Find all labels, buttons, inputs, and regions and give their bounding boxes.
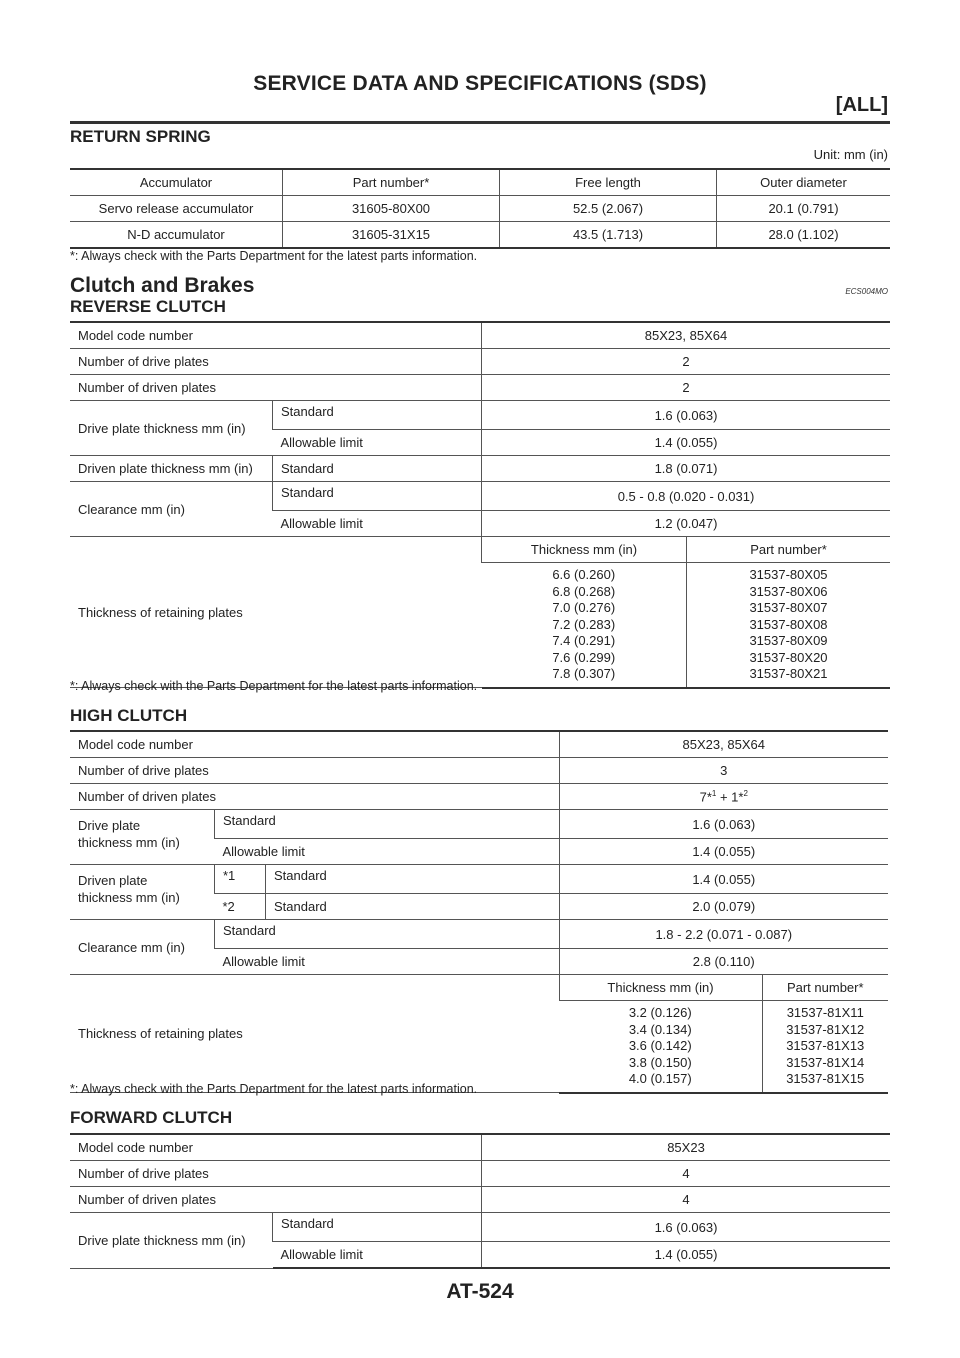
part-number-list: 31537-80X05 31537-80X06 31537-80X07 31537-80X08 31537-80X09 31537-80X20 31537-80X21 [687, 563, 891, 688]
table-cell: Number of driven plates [70, 375, 482, 401]
table-cell: Allowable limit [273, 430, 482, 456]
table-cell: Allowable limit [273, 511, 482, 537]
column-header: Free length [500, 169, 717, 196]
column-header: Part number* [762, 975, 888, 1001]
table-cell: 2 [482, 375, 891, 401]
table-cell: Driven plate thickness mm (in) [70, 456, 273, 482]
table-cell: 1.4 (0.055) [559, 865, 888, 894]
thickness-list: 3.2 (0.126) 3.4 (0.134) 3.6 (0.142) 3.8 (0.150) 4.0 (0.157) [559, 1001, 762, 1093]
reverse-clutch-title: REVERSE CLUTCH [70, 297, 226, 316]
return-spring-table [70, 168, 890, 249]
table-cell: Standard [273, 401, 482, 430]
table-cell: *1 [215, 865, 266, 894]
table-row [70, 1213, 890, 1242]
table-cell [559, 784, 888, 810]
forward-clutch-table [70, 1133, 890, 1269]
table-cell: Number of driven plates [70, 784, 559, 810]
table-cell: Thickness of retaining plates [70, 537, 482, 688]
table-cell: 3 [559, 758, 888, 784]
unit-label: Unit: mm (in) [813, 147, 888, 162]
return-spring-title: RETURN SPRING [70, 127, 211, 146]
table-cell: Allowable limit [215, 839, 560, 865]
table-cell: Thickness of retaining plates [70, 975, 559, 1093]
table-cell: 20.1 (0.791) [717, 196, 891, 222]
table-cell: Standard [273, 482, 482, 511]
table-cell: Standard [266, 894, 560, 920]
table-cell: Drive plate thickness mm (in) [70, 401, 273, 456]
footnote: *: Always check with the Parts Department for the latest parts information. [70, 1082, 478, 1096]
table-row [70, 537, 890, 563]
table-cell: Model code number [70, 322, 482, 349]
footnote-mark: 2 [743, 788, 748, 798]
table-cell: Number of drive plates [70, 758, 559, 784]
table-row [70, 758, 888, 784]
table-cell: Standard [215, 920, 560, 949]
table-cell: 1.6 (0.063) [482, 401, 891, 430]
high-clutch-table [70, 730, 888, 1094]
table-row [70, 196, 890, 222]
table-cell: 85X23 [482, 1134, 891, 1161]
table-cell: Number of driven plates [70, 1187, 482, 1213]
footnote-mark: 1 [711, 788, 717, 798]
table-cell: 1.8 (0.071) [482, 456, 891, 482]
table-row [70, 1161, 890, 1187]
table-cell: Standard [273, 456, 482, 482]
table-cell: 31605-80X00 [283, 196, 500, 222]
table-cell: Model code number [70, 1134, 482, 1161]
table-cell: Drive plate thickness mm (in) [70, 810, 215, 865]
column-header: Outer diameter [717, 169, 891, 196]
high-clutch-title: HIGH CLUTCH [70, 706, 188, 725]
table-cell: Allowable limit [273, 1242, 482, 1269]
table-cell: 1.4 (0.055) [482, 430, 891, 456]
column-header: Thickness mm (in) [482, 537, 687, 563]
table-cell: 0.5 - 0.8 (0.020 - 0.031) [482, 482, 891, 511]
page-title: SERVICE DATA AND SPECIFICATIONS (SDS) [253, 72, 707, 95]
table-cell: 4 [482, 1187, 891, 1213]
table-cell: 2 [482, 349, 891, 375]
table-cell: Standard [273, 1213, 482, 1242]
table-cell: Driven plate thickness mm (in) [70, 865, 215, 920]
column-header: Thickness mm (in) [559, 975, 762, 1001]
column-header: Part number* [687, 537, 891, 563]
driven-plates-value: 7* [699, 789, 712, 805]
table-row [70, 482, 890, 511]
table-cell: Number of drive plates [70, 1161, 482, 1187]
table-cell: Clearance mm (in) [70, 482, 273, 537]
section-title: Clutch and Brakes [70, 274, 255, 297]
part-number-list: 31537-81X11 31537-81X12 31537-81X13 31537-81X14 31537-81X15 [762, 1001, 888, 1093]
table-row [70, 1187, 890, 1213]
table-cell: Standard [266, 865, 560, 894]
table-row [70, 401, 890, 430]
forward-clutch-title: FORWARD CLUTCH [70, 1108, 233, 1127]
table-row [70, 865, 888, 894]
table-cell: 31605-31X15 [283, 222, 500, 249]
table-cell: 43.5 (1.713) [500, 222, 717, 249]
table-row [70, 975, 888, 1001]
reverse-clutch-table [70, 321, 890, 689]
table-row [70, 222, 890, 249]
table-cell: 4 [482, 1161, 891, 1187]
table-cell: 1.6 (0.063) [482, 1213, 891, 1242]
footnote: *: Always check with the Parts Department for the latest parts information. [70, 249, 478, 263]
column-header: Accumulator [70, 169, 283, 196]
table-cell: 1.2 (0.047) [482, 511, 891, 537]
page-number: AT-524 [446, 1280, 514, 1303]
table-row [70, 731, 888, 758]
section-tag: [ALL] [835, 94, 888, 116]
table-header-row [70, 169, 890, 196]
table-row [70, 349, 890, 375]
table-cell: Allowable limit [215, 949, 560, 975]
table-cell: 1.4 (0.055) [482, 1242, 891, 1269]
table-cell: Model code number [70, 731, 559, 758]
table-cell: 2.8 (0.110) [559, 949, 888, 975]
table-cell: 28.0 (1.102) [717, 222, 891, 249]
table-cell: 85X23, 85X64 [559, 731, 888, 758]
table-cell: N-D accumulator [70, 222, 283, 249]
table-cell: 1.8 - 2.2 (0.071 - 0.087) [559, 920, 888, 949]
table-row [70, 322, 890, 349]
table-row [70, 456, 890, 482]
table-cell: Servo release accumulator [70, 196, 283, 222]
table-row [70, 920, 888, 949]
driven-plates-value-extra: + 1* [716, 789, 744, 805]
column-header: Part number* [283, 169, 500, 196]
table-cell: Clearance mm (in) [70, 920, 215, 975]
table-cell: Drive plate thickness mm (in) [70, 1213, 273, 1269]
table-row [70, 375, 890, 401]
thickness-list: 6.6 (0.260) 6.8 (0.268) 7.0 (0.276) 7.2 (0.283) 7.4 (0.291) 7.6 (0.299) 7.8 (0.307) [482, 563, 687, 688]
footnote: *: Always check with the Parts Department for the latest parts information. [70, 679, 478, 693]
table-row [70, 1134, 890, 1161]
table-row [70, 784, 888, 810]
table-cell: 2.0 (0.079) [559, 894, 888, 920]
table-cell: 1.6 (0.063) [559, 810, 888, 839]
section-code: ECS004MO [845, 287, 888, 296]
table-row [70, 810, 888, 839]
table-cell: 1.4 (0.055) [559, 839, 888, 865]
table-cell: Standard [215, 810, 560, 839]
table-cell: 85X23, 85X64 [482, 322, 891, 349]
table-cell: 52.5 (2.067) [500, 196, 717, 222]
table-cell: *2 [215, 894, 266, 920]
header-rule [70, 121, 890, 124]
table-cell: Number of drive plates [70, 349, 482, 375]
